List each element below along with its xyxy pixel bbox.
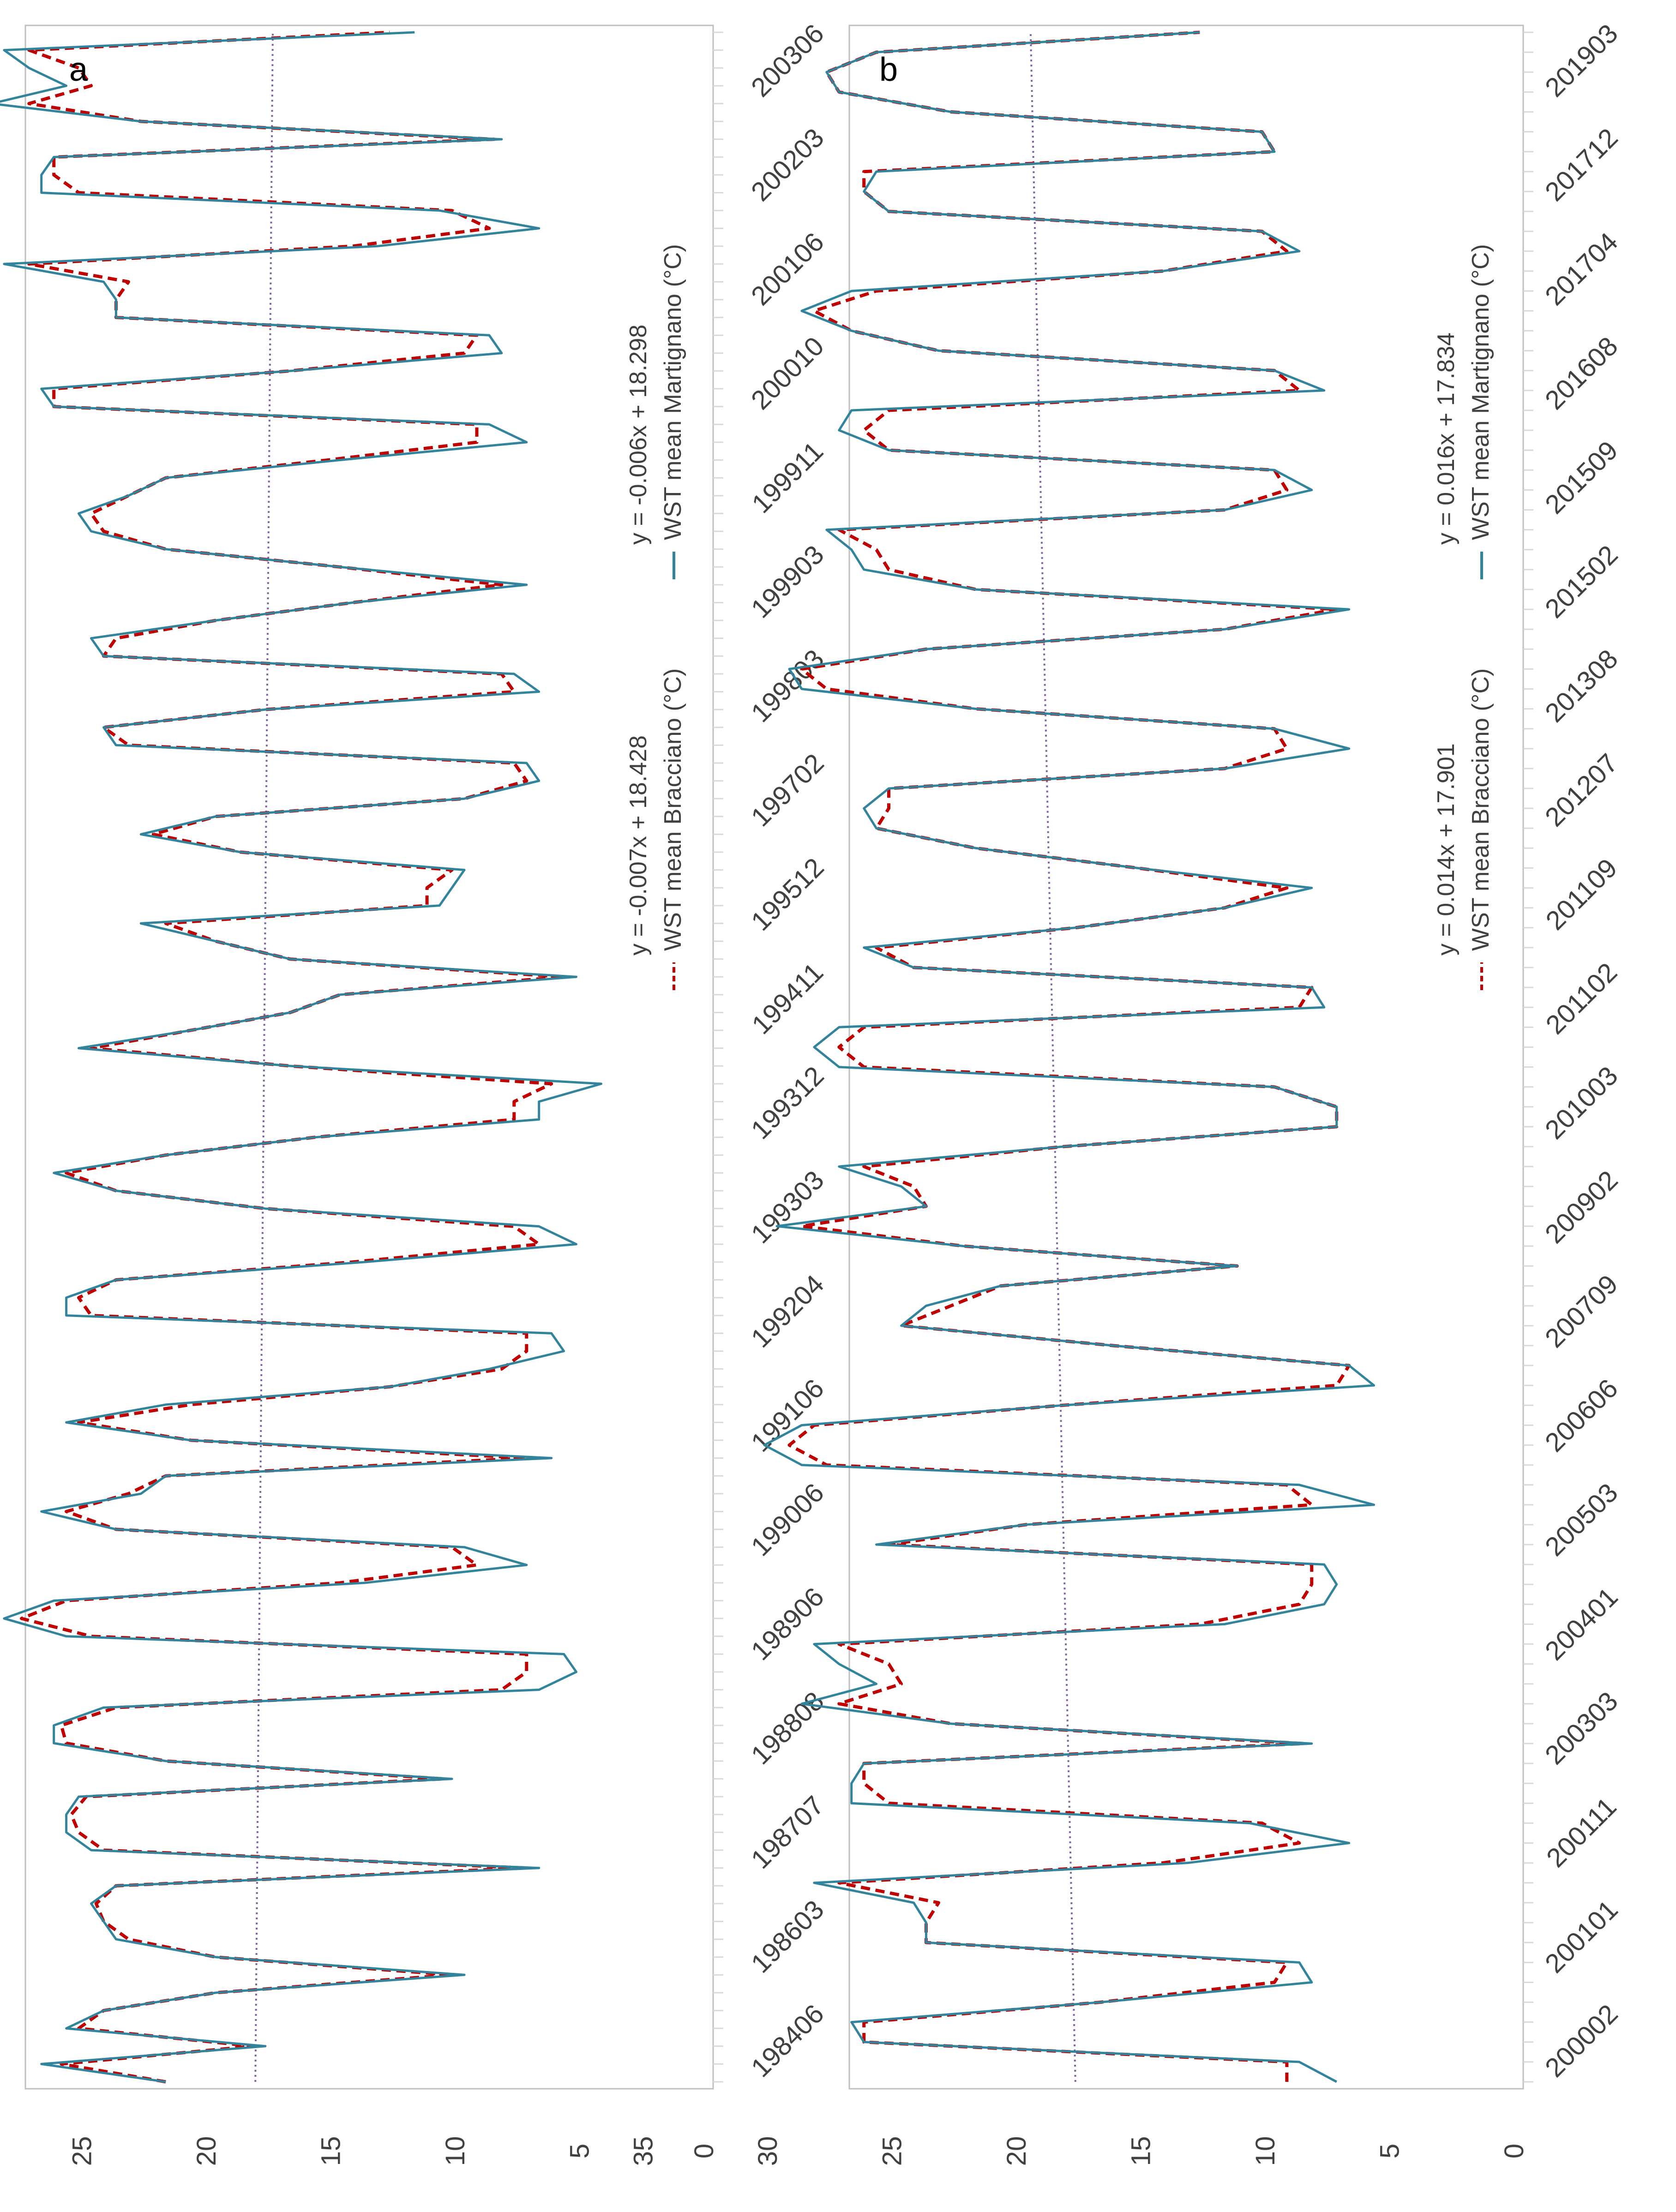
time-tick-label: 199702 <box>745 748 830 833</box>
time-tick-label: 198808 <box>745 1686 830 1771</box>
value-tick-label: 5 <box>565 2143 595 2159</box>
time-tick-label: 200010 <box>745 331 830 415</box>
time-tick-label: 201003 <box>1539 1060 1624 1145</box>
time-tick-label: 201509 <box>1539 435 1624 520</box>
panel-label: a <box>69 51 88 88</box>
time-tick-label: 201207 <box>1539 748 1624 833</box>
plot-frame <box>25 25 713 2089</box>
plot-frame <box>849 25 1523 2089</box>
time-tick-label: 200902 <box>1539 1165 1624 1250</box>
value-tick-label: 30 <box>753 2136 783 2166</box>
legend-entry: WST mean Martignano (°C) <box>660 244 686 540</box>
time-tick-label: 200306 <box>745 18 830 103</box>
time-tick-label: 199411 <box>746 957 829 1040</box>
time-tick-label: 198906 <box>745 1581 830 1666</box>
time-tick-label: 201903 <box>1539 18 1624 103</box>
time-tick-label: 199903 <box>745 539 830 624</box>
time-tick-label: 199803 <box>745 643 830 728</box>
time-tick-label: 199204 <box>745 1269 830 1354</box>
time-tick-label: 198603 <box>745 1894 830 1979</box>
mean-trend-line <box>255 32 273 2082</box>
series-bracciano-line <box>789 32 1349 2082</box>
time-tick-label: 199106 <box>745 1373 830 1458</box>
time-tick-label: 199312 <box>745 1060 830 1145</box>
time-tick-label: 200101 <box>1539 1894 1624 1979</box>
legend-entry: WST mean Martignano (°C) <box>1467 244 1494 540</box>
time-tick-label: 200606 <box>1539 1373 1624 1458</box>
value-tick-label: 5 <box>1375 2143 1405 2159</box>
panel-label: b <box>879 51 898 88</box>
series-bracciano-line <box>22 32 564 2082</box>
value-tick-label: 25 <box>877 2136 907 2166</box>
time-tick-label: 201712 <box>1539 122 1624 207</box>
mean-trend-line <box>1031 32 1075 2082</box>
panel-a <box>0 18 830 2166</box>
value-tick-label: 35 <box>628 2136 659 2166</box>
time-tick-label: 200111 <box>1540 1791 1622 1873</box>
series-martignano-line <box>764 32 1374 2082</box>
time-tick-label: 199006 <box>745 1477 830 1562</box>
time-tick-label: 200503 <box>1539 1477 1624 1562</box>
value-tick-label: 10 <box>440 2136 470 2166</box>
time-tick-label: 199911 <box>746 436 829 519</box>
time-tick-label: 198406 <box>745 1998 830 2083</box>
time-tick-label: 200203 <box>745 122 830 207</box>
value-tick-label: 15 <box>1126 2136 1156 2166</box>
value-tick-label: 20 <box>192 2136 222 2166</box>
value-tick-label: 15 <box>316 2136 346 2166</box>
time-tick-label: 201608 <box>1539 331 1624 415</box>
legend-entry: WST mean Bracciano (°C) <box>660 668 686 951</box>
time-tick-label: 201102 <box>1540 957 1623 1040</box>
legend-entry: WST mean Bracciano (°C) <box>1467 668 1494 951</box>
time-tick-label: 199512 <box>745 852 830 937</box>
time-tick-label: 200002 <box>1539 1998 1624 2083</box>
time-tick-label: 201502 <box>1539 539 1624 624</box>
time-tick-label: 200106 <box>745 227 830 312</box>
time-tick-label: 201704 <box>1539 227 1624 312</box>
time-tick-label: 200401 <box>1539 1581 1624 1666</box>
value-tick-label: 25 <box>67 2136 97 2166</box>
time-tick-label: 200303 <box>1539 1686 1624 1771</box>
series-martignano-line <box>0 32 601 2082</box>
trend-equation: y = -0.007x + 18.428 <box>625 735 652 956</box>
trend-equation: y = 0.016x + 17.834 <box>1433 332 1460 545</box>
time-tick-label: 199303 <box>745 1165 830 1250</box>
value-tick-label: 0 <box>689 2143 719 2159</box>
value-tick-label: 20 <box>1002 2136 1032 2166</box>
time-tick-label: 198707 <box>745 1790 830 1875</box>
value-tick-label: 0 <box>1499 2143 1529 2159</box>
time-tick-label: 200709 <box>1539 1269 1624 1354</box>
trend-equation: y = 0.014x + 17.901 <box>1433 743 1460 956</box>
time-tick-label: 201308 <box>1539 643 1624 728</box>
value-tick-label: 10 <box>1250 2136 1280 2166</box>
trend-equation: y = -0.006x + 18.298 <box>625 324 652 545</box>
time-tick-label: 201109 <box>1540 853 1623 936</box>
